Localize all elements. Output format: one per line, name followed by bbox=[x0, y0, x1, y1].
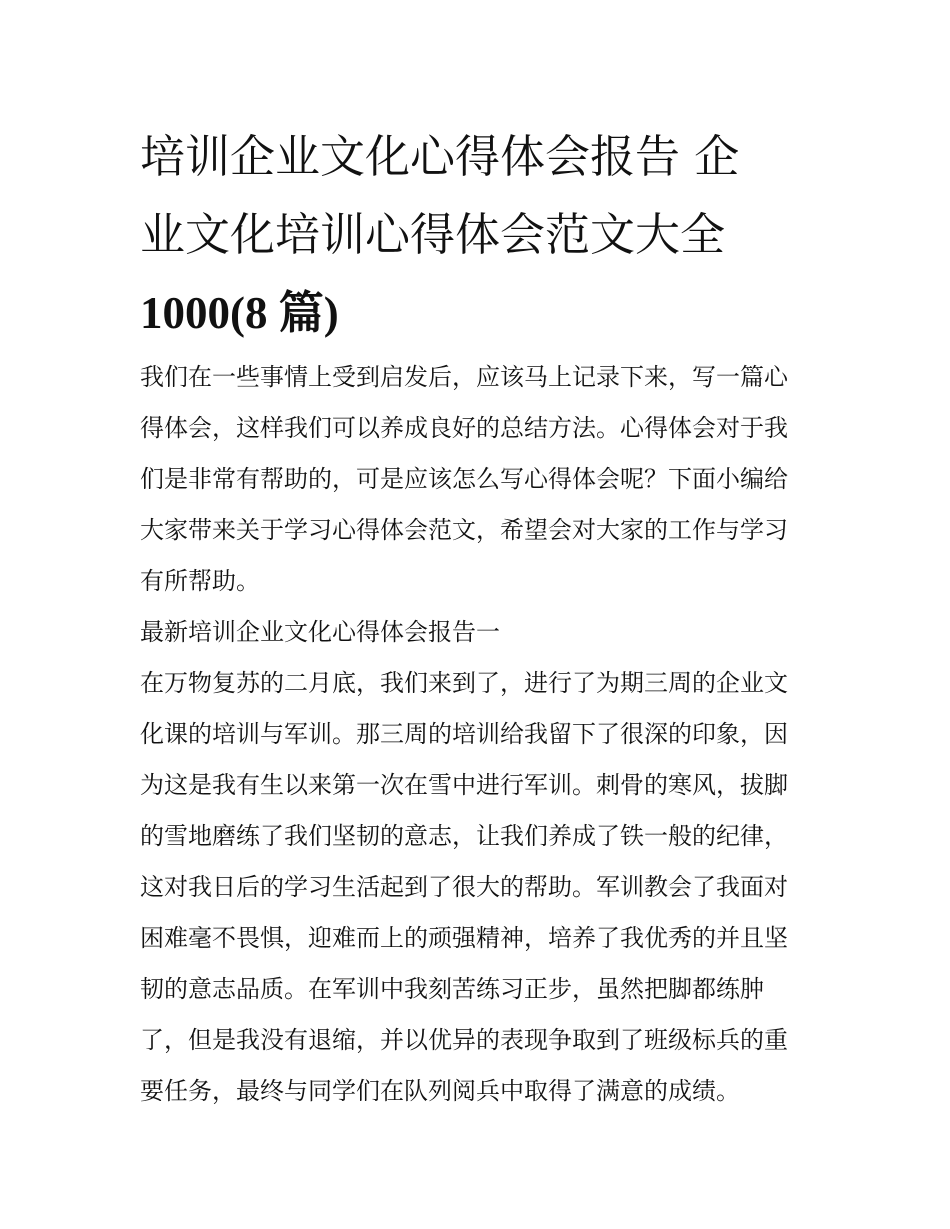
intro-paragraph bbox=[140, 352, 812, 1117]
text-line: 我们在一些事情上受到启发后，应该马上记录下来，写一篇心 bbox=[140, 363, 788, 391]
text-line: 们是非常有帮助的，可是应该怎么写心得体会呢？下面小编给 bbox=[140, 465, 788, 493]
text-line: 韧的意志品质。在军训中我刻苦练习正步，虽然把脚都练肿 bbox=[140, 975, 764, 1003]
section-heading: 最新培训企业文化心得体会报告一 bbox=[140, 618, 500, 646]
text-line: 大家带来关于学习心得体会范文，希望会对大家的工作与学习 bbox=[140, 516, 788, 544]
text-line: 化课的培训与军训。那三周的培训给我留下了很深的印象，因 bbox=[140, 720, 788, 748]
text-line: 在万物复苏的二月底，我们来到了，进行了为期三周的企业文 bbox=[140, 669, 788, 697]
text-line: 为这是我有生以来第一次在雪中进行军训。刺骨的寒风，拔脚 bbox=[140, 771, 788, 799]
text-line: 的雪地磨练了我们坚韧的意志，让我们养成了铁一般的纪律， bbox=[140, 822, 788, 850]
text-line: 困难毫不畏惧，迎难而上的顽强精神，培养了我优秀的并且坚 bbox=[140, 924, 788, 952]
title-line: 业文化培训心得体会范文大全 bbox=[140, 208, 726, 261]
title-line: 1000(8 篇) bbox=[140, 288, 339, 338]
text-line: 得体会，这样我们可以养成良好的总结方法。心得体会对于我 bbox=[140, 414, 788, 442]
title-line: 培训企业文化心得体会报告 企 bbox=[140, 130, 740, 183]
document-content bbox=[140, 118, 812, 1117]
text-line: 有所帮助。 bbox=[140, 567, 260, 595]
text-line: 了，但是我没有退缩，并以优异的表现争取到了班级标兵的重 bbox=[140, 1026, 788, 1054]
text-line: 这对我日后的学习生活起到了很大的帮助。军训教会了我面对 bbox=[140, 873, 788, 901]
text-line: 要任务，最终与同学们在队列阅兵中取得了满意的成绩。 bbox=[140, 1077, 740, 1105]
document-title bbox=[140, 118, 812, 352]
